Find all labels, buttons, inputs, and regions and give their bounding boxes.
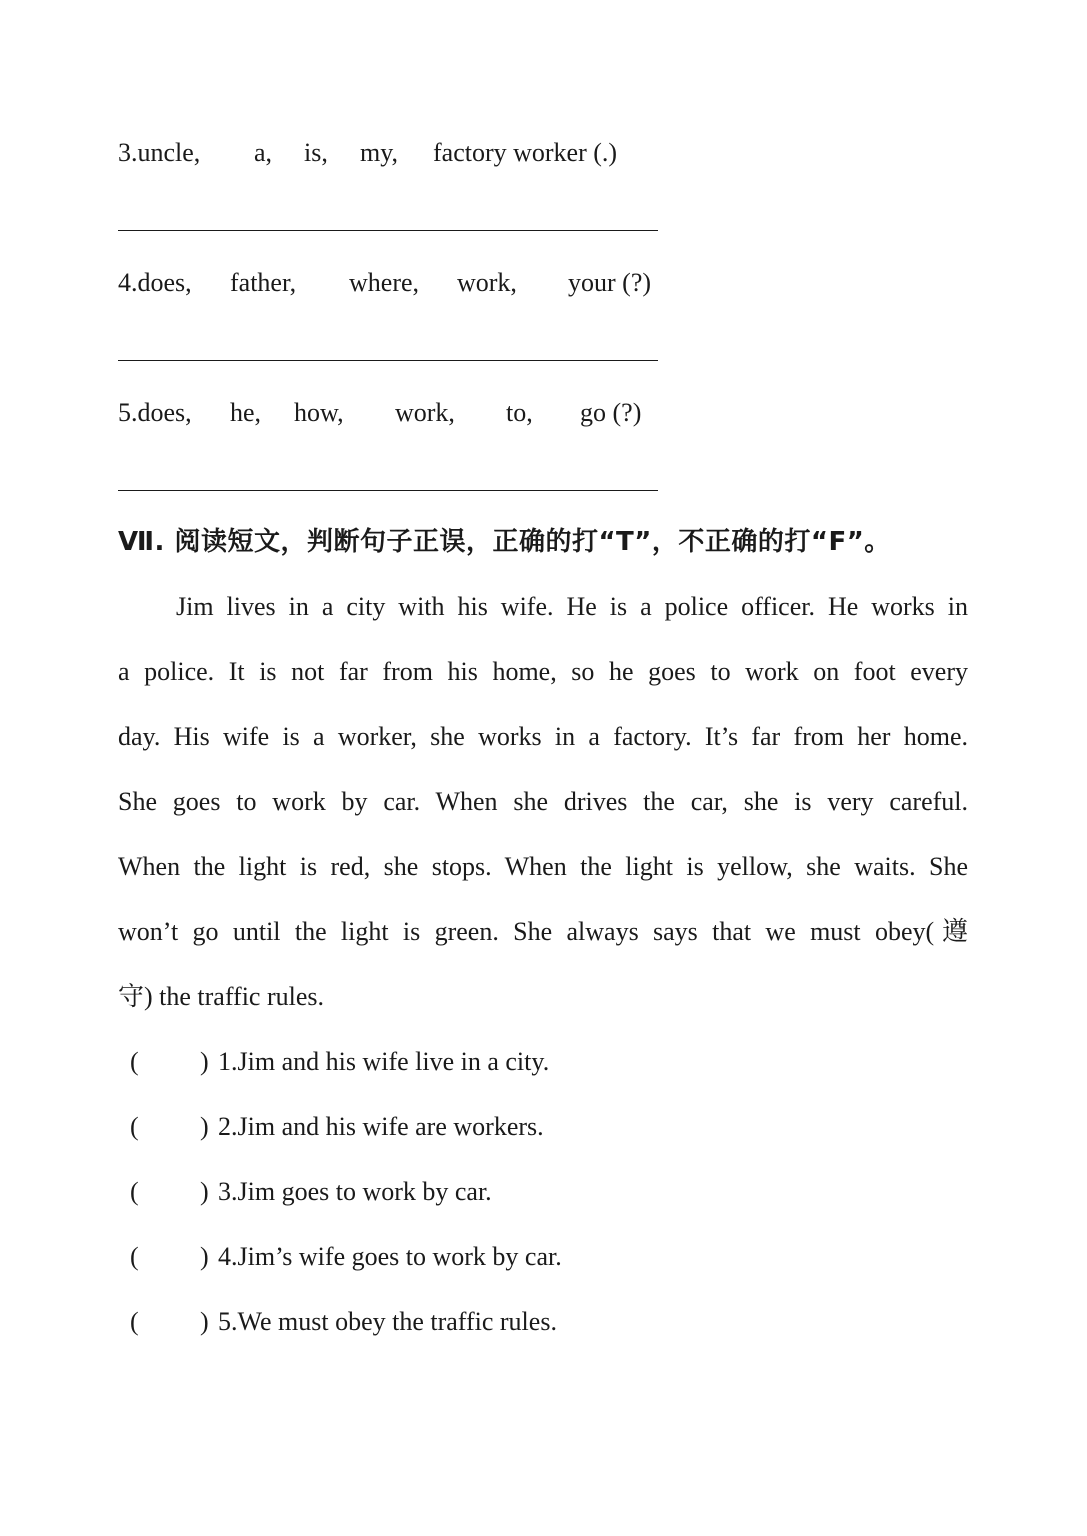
- passage-line: When the light is red, she stops. When the light is yellow, she waits. She: [118, 852, 968, 881]
- answer-blank-close: ): [200, 1112, 209, 1141]
- section-heading: Ⅶ. 阅读短文，判断句子正误，正确的打“T”，不正确的打“F”。: [118, 527, 891, 557]
- reorder-word: work,: [395, 398, 455, 427]
- reorder-word: my,: [360, 138, 399, 167]
- answer-blank-close: ): [200, 1177, 209, 1206]
- reading-passage: [118, 574, 968, 1029]
- tf-statement: 5.We must obey the traffic rules.: [218, 1307, 557, 1336]
- reorder-word: he,: [230, 398, 262, 427]
- passage-line: Jim lives in a city with his wife. He is a police officer. He works in: [176, 592, 968, 621]
- reorder-word: go (?): [580, 398, 642, 427]
- answer-blank-open: (: [130, 1177, 139, 1206]
- reorder-word: where,: [349, 268, 420, 297]
- reorder-word: work,: [457, 268, 517, 297]
- passage-line: day. His wife is a worker, she works in a factory. It’s far from her home.: [118, 722, 968, 751]
- reorder-word: 3.uncle,: [118, 138, 201, 167]
- reorder-word: your (?): [568, 268, 652, 297]
- answer-blank-close: ): [200, 1307, 209, 1336]
- answer-blank-close: ): [200, 1242, 209, 1271]
- passage-line: a police. It is not far from his home, so he goes to work on foot every: [118, 657, 968, 686]
- answer-blank-open: (: [130, 1047, 139, 1076]
- passage-line: 守) the traffic rules.: [118, 982, 324, 1011]
- reorder-word: father,: [230, 268, 297, 297]
- passage-line: She goes to work by car. When she drives the car, she is very careful.: [118, 787, 968, 816]
- passage-line: won’t go until the light is green. She always says that we must obey(遵: [118, 917, 968, 946]
- reorder-word: how,: [294, 398, 344, 427]
- tf-statement: 1.Jim and his wife live in a city.: [218, 1047, 550, 1076]
- reorder-word: 4.does,: [118, 268, 192, 297]
- answer-line-3: [118, 230, 658, 231]
- reorder-word: to,: [506, 398, 533, 427]
- answer-blank-open: (: [130, 1242, 139, 1271]
- tf-statement: 3.Jim goes to work by car.: [218, 1177, 492, 1206]
- answer-blank-close: ): [200, 1047, 209, 1076]
- reorder-word: factory worker (.): [433, 138, 618, 167]
- tf-statement: 2.Jim and his wife are workers.: [218, 1112, 544, 1141]
- answer-blank-open: (: [130, 1112, 139, 1141]
- answer-blank-open: (: [130, 1307, 139, 1336]
- answer-line-5: [118, 490, 658, 491]
- answer-line-4: [118, 360, 658, 361]
- reorder-word: a,: [254, 138, 273, 167]
- reorder-word: 5.does,: [118, 398, 192, 427]
- tf-statement: 4.Jim’s wife goes to work by car.: [218, 1242, 562, 1271]
- reorder-word: is,: [304, 138, 328, 167]
